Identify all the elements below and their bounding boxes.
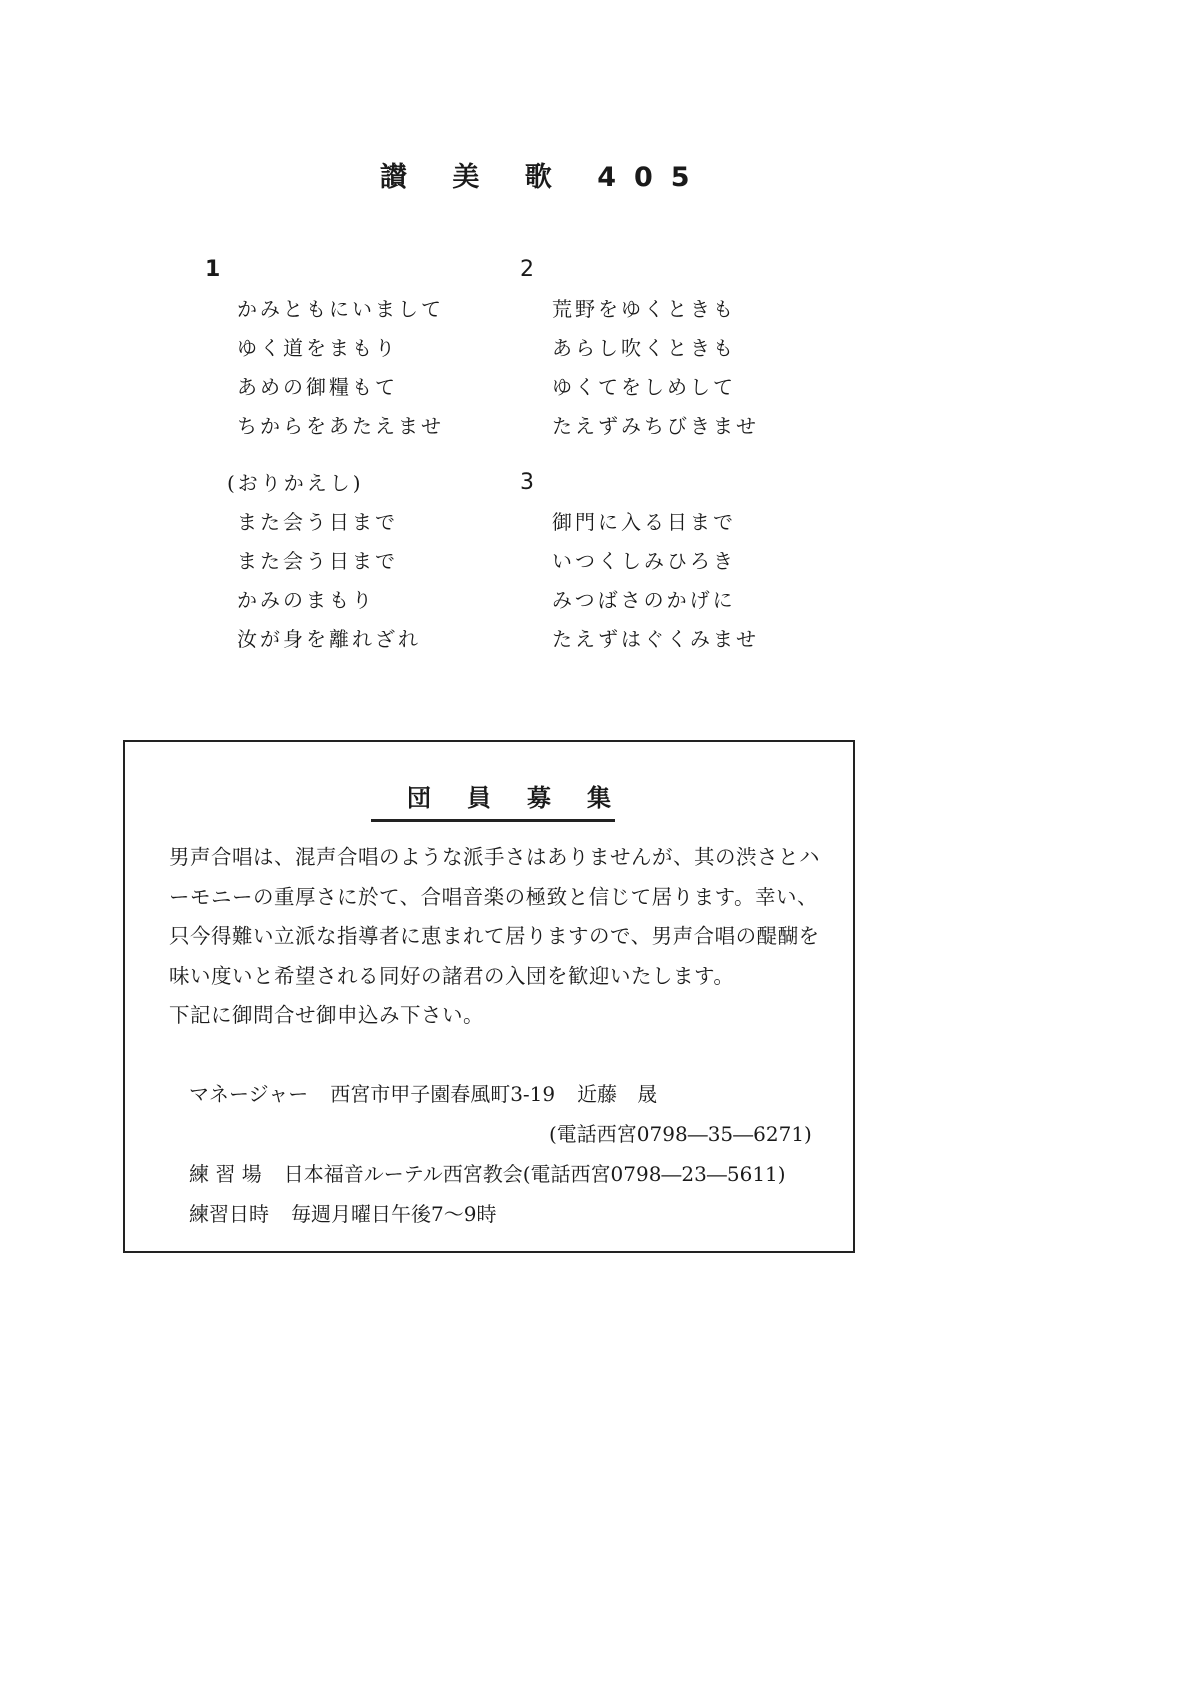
paragraph-line: 下記に御問合せ御申込み下さい。 [169,1003,484,1027]
paragraph-line: 男声合唱は、混声合唱のような派手さはありませんが、其の渋さとハ [169,845,820,869]
verse-2 [520,250,940,446]
verse-line: ゆく道をまもり [237,336,398,360]
paragraph-line: 只今得難い立派な指導者に恵まれて居りますので、男声合唱の醍醐を [169,924,820,948]
verse-line: あらし吹くときも [552,336,736,360]
practice-place-value: 日本福音ルーテル西宮教会(電話西宮0798―23―5611) [283,1162,786,1186]
manager-name: 近藤 晟 [577,1082,658,1106]
verse-number: 3 [520,470,534,495]
verse-3 [520,463,940,659]
practice-time-row [189,1194,809,1234]
verse-line: たえずみちびきませ [552,414,759,438]
contact-info [189,1074,812,1234]
paragraph-line: 味い度いと希望される同好の諸君の入団を歓迎いたします。 [169,963,735,988]
recruitment-paragraph [169,838,819,1036]
recruitment-box [123,740,855,1253]
verse-line: いつくしみひろき [552,549,736,573]
verse-line: 汝が身を離れざれ [237,627,421,651]
verse-line: たえずはぐくみませ [552,627,759,651]
verse-line: また会う日まで [237,510,398,534]
manager-phone: (電話西宮0798―35―6271) [549,1122,812,1146]
manager-phone-row [189,1114,812,1154]
practice-place-row [189,1154,809,1194]
verse-line: また会う日まで [237,549,398,573]
verse-line: みつばさのかげに [552,588,736,612]
verse-line: ちからをあたえませ [237,414,444,438]
manager-label: マネージャー [189,1082,309,1106]
verse-line: かみともにいまして [237,297,444,321]
verse-number: 1 [205,257,221,282]
verse-line: 御門に入る日まで [552,510,736,534]
verse-line: かみのまもり [237,588,375,612]
paragraph-line: ーモニーの重厚さに於て、合唱音楽の極致と信じて居ります。幸い、 [169,884,818,909]
hymn-title: 讃 美 歌 405 [380,162,708,193]
practice-time-value: 毎週月曜日午後7～9時 [291,1202,497,1226]
verse-number: 2 [520,257,534,282]
practice-place-label: 練 習 場 [189,1162,262,1186]
refrain-label: (おりかえし) [227,471,364,495]
recruitment-title: 団員募集 [371,778,615,822]
verse-line: あめの御糧もて [237,375,398,399]
manager-address: 西宮市甲子園春風町3-19 [330,1082,556,1106]
manager-row [189,1074,809,1114]
verse-line: ゆくてをしめして [552,375,736,399]
verse-line: 荒野をゆくときも [552,297,736,321]
practice-time-label: 練習日時 [189,1202,269,1226]
